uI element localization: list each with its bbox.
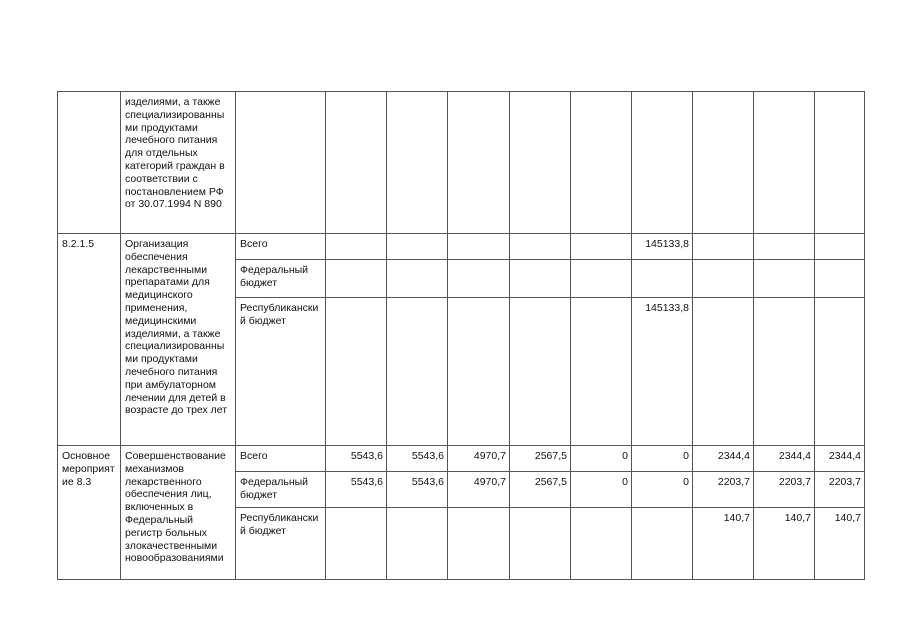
value-cell (448, 92, 510, 234)
value-cell: 145133,8 (632, 234, 693, 260)
value-cell (387, 92, 448, 234)
value-cell (387, 298, 448, 446)
value-cell (326, 260, 387, 298)
value-cell (510, 234, 571, 260)
value-cell (571, 92, 632, 234)
value-cell (693, 92, 754, 234)
value-cell: 2344,4 (815, 446, 865, 472)
value-cell: 5543,6 (387, 446, 448, 472)
source-cell (236, 92, 326, 234)
code-cell: 8.2.1.5 (58, 234, 121, 446)
source-cell: Всего (236, 446, 326, 472)
table-row-8-3-total (58, 446, 865, 472)
value-cell (387, 508, 448, 580)
value-cell (448, 260, 510, 298)
value-cell (571, 234, 632, 260)
value-cell: 0 (632, 446, 693, 472)
value-cell: 5543,6 (326, 472, 387, 508)
source-cell: Республикански й бюджет (236, 508, 326, 580)
value-cell (510, 92, 571, 234)
value-cell: 140,7 (693, 508, 754, 580)
event-name-cell: Организация обеспечения лекарственными препаратами для медицинского применения, медицинскими изделиями, а также специализированны ми продуктами лечебного питания при амбулаторном лечении для детей в возрасте до трех лет (121, 234, 236, 446)
value-cell (815, 92, 865, 234)
value-cell (693, 298, 754, 446)
event-name-cell: изделиями, а также специализированны ми продуктами лечебного питания для отдельных категорий граждан в соответствии с постановлением РФ от 30.07.1994 N 890 (121, 92, 236, 234)
value-cell: 2344,4 (754, 446, 815, 472)
source-cell: Федеральный бюджет (236, 260, 326, 298)
value-cell (510, 508, 571, 580)
value-cell: 4970,7 (448, 472, 510, 508)
value-cell: 5543,6 (387, 472, 448, 508)
value-cell (693, 260, 754, 298)
source-cell: Республикански й бюджет (236, 298, 326, 446)
value-cell (815, 260, 865, 298)
value-cell (632, 260, 693, 298)
source-cell: Всего (236, 234, 326, 260)
value-cell (754, 298, 815, 446)
value-cell (632, 508, 693, 580)
value-cell (571, 508, 632, 580)
value-cell (632, 92, 693, 234)
value-cell: 2203,7 (754, 472, 815, 508)
value-cell (448, 234, 510, 260)
value-cell (326, 234, 387, 260)
value-cell (693, 234, 754, 260)
value-cell: 0 (632, 472, 693, 508)
value-cell (387, 260, 448, 298)
value-cell (754, 92, 815, 234)
code-cell (58, 92, 121, 234)
value-cell: 145133,8 (632, 298, 693, 446)
table-row-continuation (58, 92, 865, 234)
table-row-8-2-1-5-total (58, 234, 865, 260)
value-cell (815, 234, 865, 260)
value-cell (448, 298, 510, 446)
value-cell (387, 234, 448, 260)
value-cell: 5543,6 (326, 446, 387, 472)
value-cell: 2203,7 (815, 472, 865, 508)
value-cell: 4970,7 (448, 446, 510, 472)
source-cell: Федеральный бюджет (236, 472, 326, 508)
value-cell (326, 508, 387, 580)
value-cell (510, 298, 571, 446)
value-cell: 140,7 (815, 508, 865, 580)
value-cell (571, 260, 632, 298)
value-cell: 2203,7 (693, 472, 754, 508)
value-cell (815, 298, 865, 446)
value-cell: 140,7 (754, 508, 815, 580)
value-cell (326, 92, 387, 234)
value-cell: 2344,4 (693, 446, 754, 472)
value-cell (754, 234, 815, 260)
code-cell: Основное мероприят ие 8.3 (58, 446, 121, 580)
event-name-cell: Совершенствование механизмов лекарственного обеспечения лиц, включенных в Федеральный регистр больных злокачественными новообразованиями (121, 446, 236, 580)
value-cell (571, 298, 632, 446)
value-cell: 0 (571, 446, 632, 472)
value-cell (326, 298, 387, 446)
value-cell: 2567,5 (510, 446, 571, 472)
value-cell: 0 (571, 472, 632, 508)
value-cell (448, 508, 510, 580)
value-cell (754, 260, 815, 298)
value-cell: 2567,5 (510, 472, 571, 508)
value-cell (510, 260, 571, 298)
budget-table (57, 91, 865, 580)
